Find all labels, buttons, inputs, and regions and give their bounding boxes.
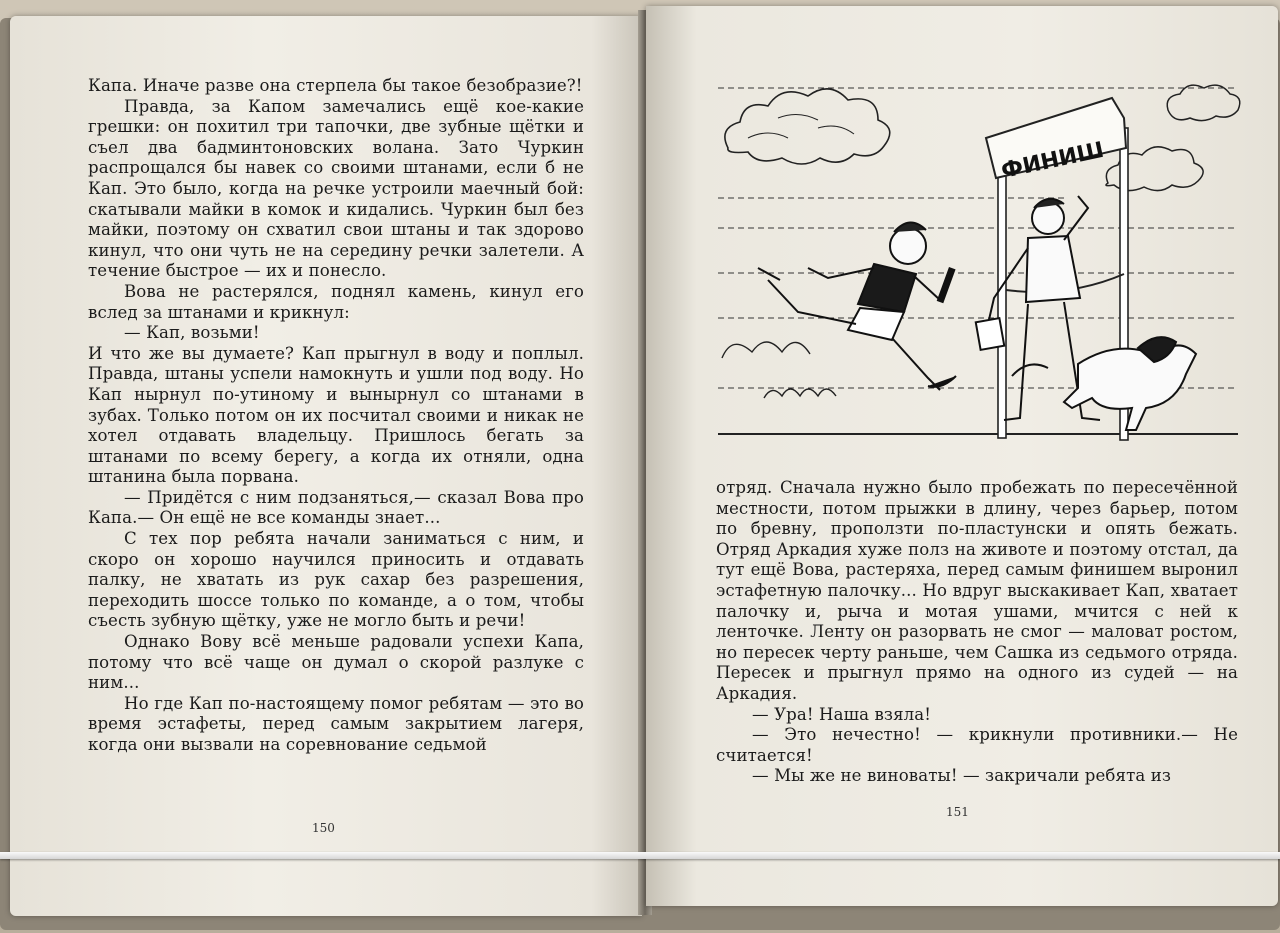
paragraph: И что же вы думаете? Кап прыгнул в воду и поплыл. Правда, штаны успели намокнуть и ушли под воду. Но Кап нырнул по-утиному и вынырнул со штанами в зубах. Только потом он их посчитал своими и никак не хотел отдавать владельцу. Пришлось бегать за штанами по всему берегу, а когда их отняли, одна штанина была порвана. [88, 343, 584, 487]
finish-sign-text: ФИНИШ [999, 137, 1107, 184]
dog-figure [1012, 337, 1196, 430]
paragraph: — Ура! Наша взяла! [752, 704, 932, 724]
paragraph: — Кап, возьми! [124, 323, 260, 343]
paragraph: Правда, за Капом замечались ещё кое-какие грешки: он похитил три тапочки, две зубные щётки и съел два бадминтоновских волана. Зато Чуркин распрощался бы навек со своими штанами, если б не Кап. Это было, когда на речке устроили маечный бой: скатывали майки в комок и кидались. Чуркин был без майки, поэтому он схватил свои штаны и так здорово кинул, что они чуть не на середину речки залетели. А течение быстрое — их и понесло. [88, 96, 584, 281]
paragraph: Однако Вову всё меньше радовали успехи Капа, потому что всё чаще он думал о скорой разлуке с ним... [88, 632, 584, 693]
page-number: 150 [312, 821, 335, 835]
page-number: 151 [946, 805, 969, 819]
paragraph: С тех пор ребята начали заниматься с ним, и скоро он хорошо научился приносить и отдавать палку, не хватать из рук сахар без разрешения, переходить шоссе только по команде, а о том, чтобы съесть зубную щётку, уже не могло быть и речи! [88, 529, 584, 631]
left-page [10, 16, 642, 916]
paragraph: — Придётся с ним подзаняться,— сказал Вова про Капа.— Он ещё не все команды знает... [88, 487, 584, 528]
paragraph: Вова не растерялся, поднял камень, кинул его вслед за штанами и крикнул: [88, 281, 584, 322]
runner-figure [758, 222, 956, 390]
paragraph: Но где Кап по-настоящему помог ребятам — это во время эстафеты, перед самым закрытием лагеря, когда они вызвали на соревнование седьмой [88, 693, 584, 754]
left-page-text [88, 76, 584, 756]
cloud-icon [725, 89, 890, 164]
elastic-band [0, 852, 1280, 859]
paragraph: — Мы же не виноваты! — закричали ребята из [752, 766, 1172, 786]
paragraph: отряд. Сначала нужно было пробежать по пересечённой местности, потом прыжки в длину, через барьер, потом по бревну, проползти по-пластунски и опять бежать. Отряд Аркадия хуже полз на животе и поэтому отстал, да тут ещё Вова, растеряха, перед самым финишем выронил эстафетную палочку... Но вдруг выскакивает Кап, хватает палочку и, рыча и мотая ушами, мчится с ней к ленточке. Ленту он разорвать не смог — маловат ростом, но пересек черту раньше, чем Сашка из седьмого отряда. Пересек и прыгнул прямо на одного из судей — на Аркадия. [716, 478, 1238, 703]
cloud-icon [1167, 85, 1240, 120]
right-page-text [716, 478, 1238, 787]
paragraph: Капа. Иначе разве она стерпела бы такое безобразие?! [88, 76, 583, 95]
right-page [646, 6, 1278, 906]
finish-line-race-illustration [708, 68, 1248, 458]
paragraph: — Это нечестно! — крикнули противники.— Не считается! [716, 725, 1238, 765]
